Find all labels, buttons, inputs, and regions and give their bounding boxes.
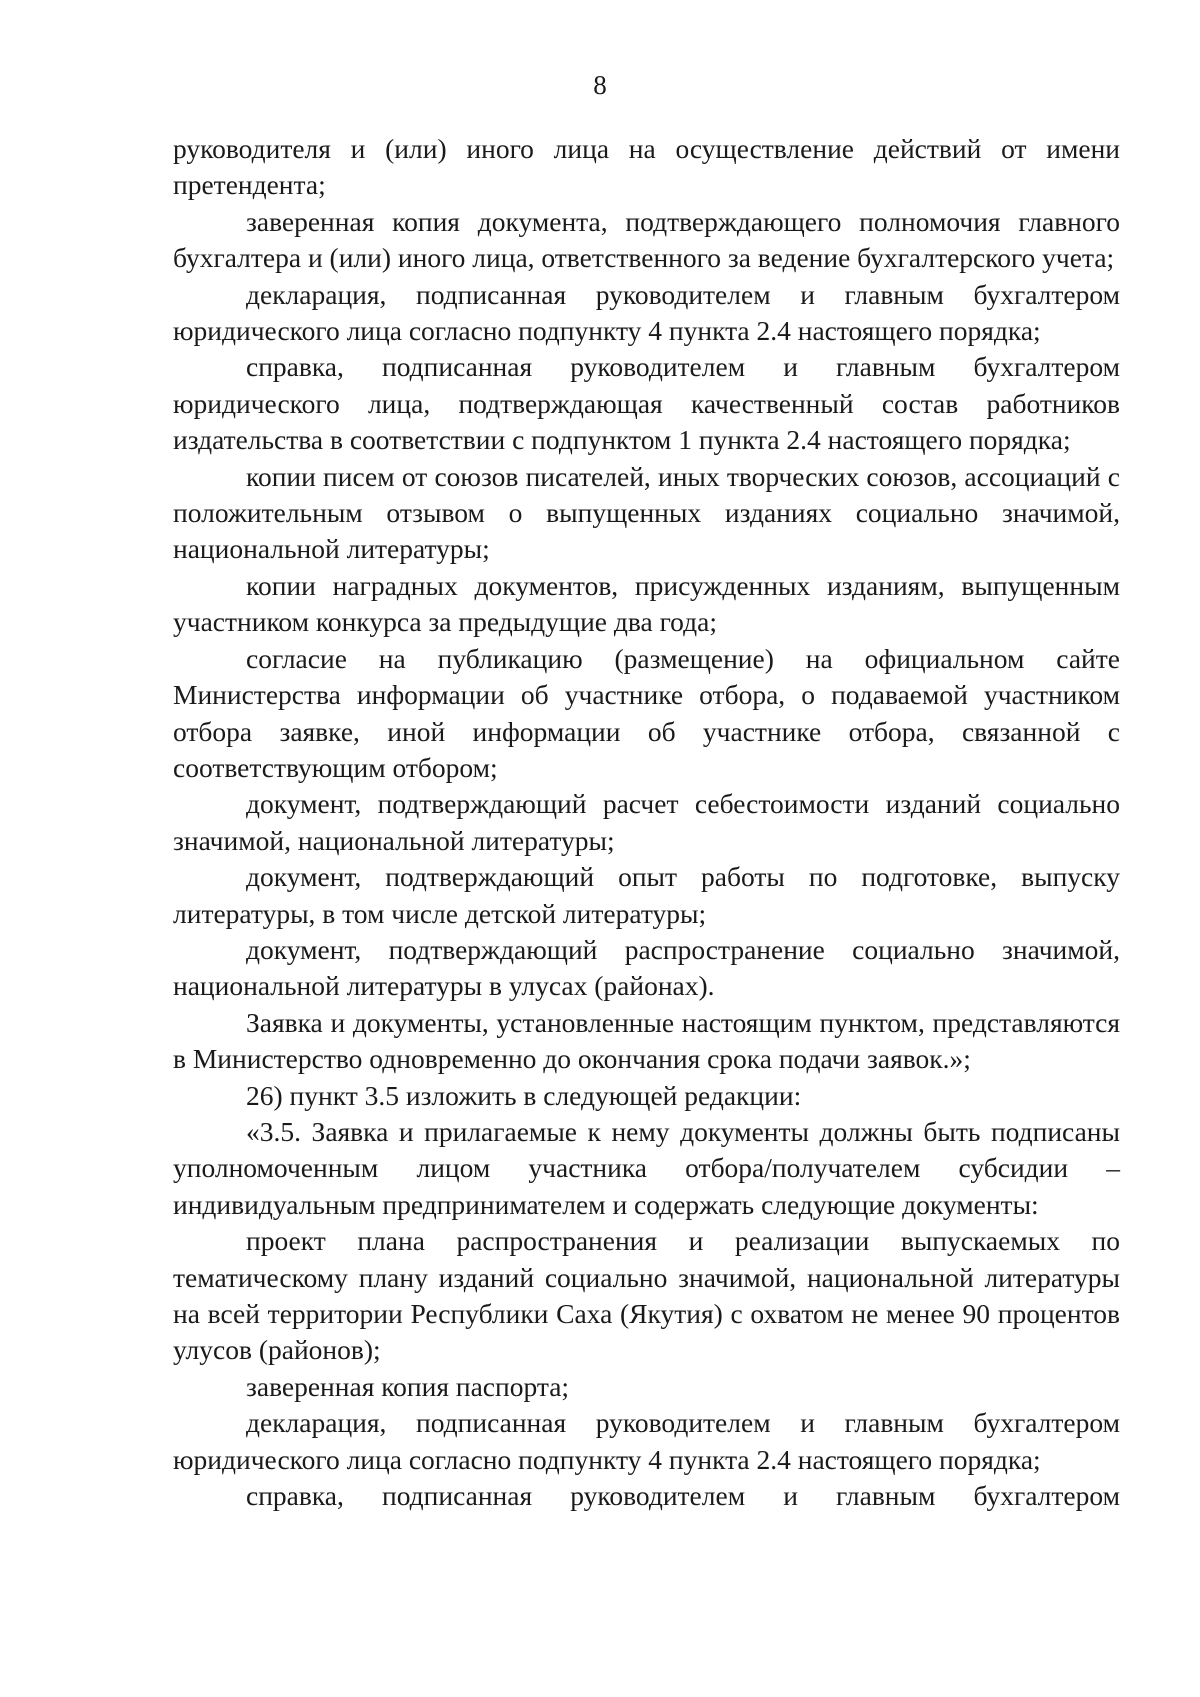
paragraph-authority-continuation: руководителя и (или) иного лица на осуществление действий от имени претендента; (173, 133, 1120, 201)
paragraph-experience-document: документ, подтверждающий опыт работы по подготовке, выпуску литературы, в том числе детской литературы; (173, 861, 1120, 929)
paragraph-union-letters: копии писем от союзов писателей, иных творческих союзов, ассоциаций с положительным отзывом о выпущенных изданиях социально значимой, национальной литературы; (173, 460, 1120, 565)
paragraph-declaration: декларация, подписанная руководителем и главным бухгалтером юридического лица согласно подпункту 4 пункта 2.4 настоящего порядка; (173, 278, 1120, 347)
paragraph-chief-accountant-copy: заверенная копия документа, подтверждающего полномочия главного бухгалтера и (или) иного лица, ответственного за ведение бухгалтерского учета; (173, 205, 1120, 274)
paragraph-distribution-plan: проект плана распространения и реализации выпускаемых по тематическому плану изданий социально значимой, национальной литературы на всей территории Республики Саха (Якутия) с охватом не менее 90 процентов улусов (районов); (173, 1225, 1120, 1366)
paragraph-declaration-2: декларация, подписанная руководителем и главным бухгалтером юридического лица согласно подпункту 4 пункта 2.4 настоящего порядка; (173, 1407, 1120, 1475)
paragraph-passport-copy: заверенная копия паспорта; (246, 1370, 570, 1402)
paragraph-clause-3-5: «3.5. Заявка и прилагаемые к нему документы должны быть подписаны уполномоченным лицом участника отбора/получателем субсидии – индивидуальным предпринимателем и содержать следующие документы: (173, 1115, 1120, 1220)
document-body (173, 131, 1120, 1514)
paragraph-distribution-document: документ, подтверждающий распространение социально значимой, национальной литературы в улусах (районах). (173, 933, 1120, 1002)
paragraph-publication-consent: согласие на публикацию (размещение) на официальном сайте Министерства информации об участнике отбора, о подаваемой участником отбора заявке, иной информации об участнике отбора, связанной с соответствующим отбором; (173, 642, 1120, 783)
paragraph-award-documents: копии наградных документов, присужденных изданиям, выпущенным участником конкурса за предыдущие два года; (173, 569, 1120, 638)
paragraph-cost-document: документ, подтверждающий расчет себестоимости изданий социально значимой, национальной литературы; (173, 788, 1120, 856)
paragraph-certificate-2: справка, подписанная руководителем и главным бухгалтером (246, 1480, 1120, 1512)
paragraph-item-26: 26) пункт 3.5 изложить в следующей редакции: (246, 1079, 802, 1111)
page-number: 8 (593, 70, 607, 100)
paragraph-staff-certificate: справка, подписанная руководителем и главным бухгалтером юридического лица, подтверждающая качественный состав работников издательства в соответствии с подпунктом 1 пункта 2.4 настоящего порядка; (173, 351, 1120, 456)
paragraph-submission-deadline: Заявка и документы, установленные настоящим пунктом, представляются в Министерство одновременно до окончания срока подачи заявок.»; (173, 1006, 1120, 1075)
